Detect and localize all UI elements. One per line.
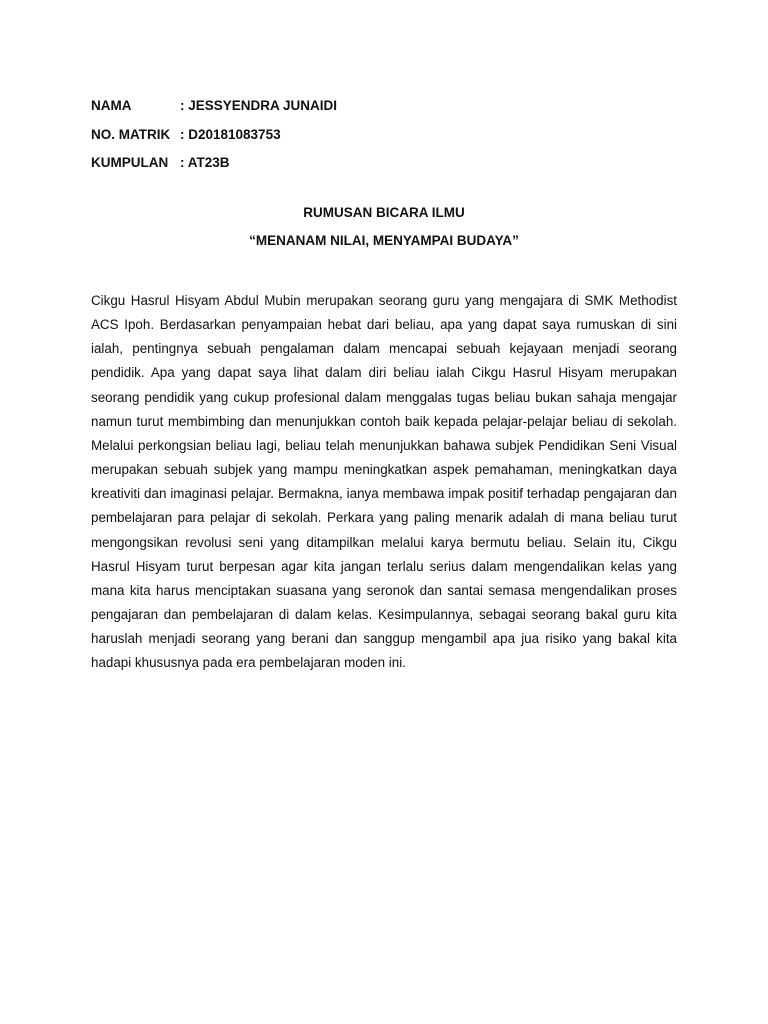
name-row bbox=[91, 92, 337, 121]
name-value: : JESSYENDRA JUNAIDI bbox=[180, 98, 338, 113]
document-subtitle: “MENANAM NILAI, MENYAMPAI BUDAYA” bbox=[249, 233, 519, 248]
body-paragraph: Cikgu Hasrul Hisyam Abdul Mubin merupakan seorang guru yang mengajara di SMK Methodist ACS Ipoh. Berdasarkan penyampaian hebat dari beliau, apa yang dapat saya rumuskan di sini ialah, pentingnya sebuah pengalaman dalam mencapai sebuah kejayaan menjadi seorang pendidik. Apa yang dapat saya lihat dalam diri beliau ialah Cikgu Hasrul Hisyam merupakan seorang pendidik yang cukup profesional dalam menggalas tugas beliau bukan sahaja mengajar namun turut membimbing dan menunjukkan contoh baik kepada pelajar-pelajar beliau di sekolah. Melalui perkongsian beliau lagi, beliau telah menunjukkan bahawa subjek Pendidikan Seni Visual merupakan sebuah subjek yang mampu meningkatkan aspek pemahaman, meningkatkan daya kreativiti dan imaginasi pelajar. Bermakna, ianya membawa impak positif terhadap pengajaran dan pembelajaran para pelajar di sekolah. Perkara yang paling menarik adalah di mana beliau turut mengongsikan revolusi seni yang ditampilkan melalui karya bermutu beliau. Selain itu, Cikgu Hasrul Hisyam turut berpesan agar kita jangan terlalu serius dalam mengendalikan kelas yang mana kita harus menciptakan suasana yang seronok dan santai semasa mengendalikan proses pengajaran dan pembelajaran di dalam kelas. Kesimpulannya, sebagai seorang bakal guru kita haruslah menjadi seorang yang berani dan sanggup mengambil apa jua risiko yang bakal kita hadapi khususnya pada era pembelajaran moden ini. bbox=[91, 293, 677, 671]
kumpulan-value: : AT23B bbox=[180, 155, 230, 170]
name-label: NAMA bbox=[91, 98, 132, 113]
matrik-row bbox=[91, 121, 337, 150]
kumpulan-label: KUMPULAN bbox=[91, 155, 169, 170]
document-title: RUMUSAN BICARA ILMU bbox=[303, 205, 465, 220]
matrik-value: : D20181083753 bbox=[180, 126, 281, 142]
student-info bbox=[91, 92, 337, 178]
matrik-label: NO. MATRIK bbox=[91, 126, 171, 142]
kumpulan-row bbox=[91, 149, 337, 178]
